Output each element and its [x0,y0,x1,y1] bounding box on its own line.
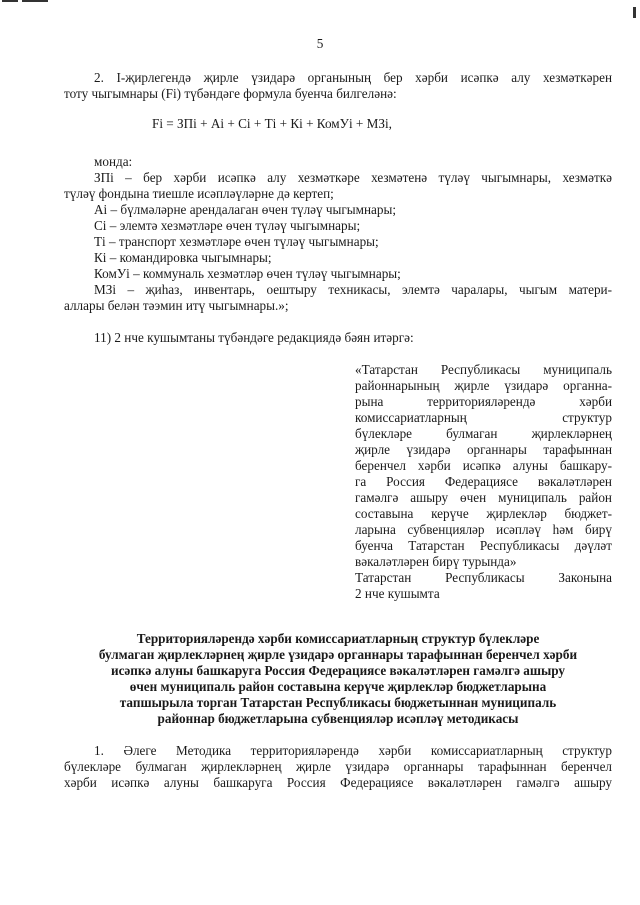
caption-line: ларына субвенцияләр исәпләү һәм бирү [355,522,612,537]
text-line: тоту чыгымнары (Fі) түбәндәге формула буенча билгеләнә: [64,86,397,101]
title-line: өчен муниципаль район составына керүче җирлекләр бюджетларына [129,679,547,694]
definition-item: Ті – транспорт хезмәтләре өчен түләү чыгымнары; [94,234,379,249]
definition-item: МЗі – җиһаз, инвентарь, оештыру техникасы, элемтә чаралары, чыгым матери- [94,282,612,297]
appendix-caption [355,362,612,602]
definition-item: КомУі – коммуналь хезмәтләр өчен түләү чыгымнары; [94,266,401,281]
text-line: 1. Әлеге Методика территорияләрендә хәрби комиссариатларның структур [94,743,612,758]
text-line: 2. І-җирлегендә җирле үзидарә органының бер хәрби исәпкә алу хезмәткәрен [94,70,612,85]
definition-item-cont: аллары белән тәэмин итү чыгымнары.»; [64,298,289,313]
title-line: Территорияләрендә хәрби комиссариатларның структур бүлекләре [136,631,540,646]
definition-item: ЗПі – бер хәрби исәпкә алу хезмәткәре хезмәтенә түләү чыгымнары, хезмәткә [94,170,612,185]
definition-item: Сі – элемтә хезмәтләре өчен түләү чыгымнары; [94,218,361,233]
title-line: районнар бюджетларына субвенцияләр исәпләү методикасы [157,711,519,726]
cost-formula: Fі = ЗПі + Аі + Сі + Ті + Кі + КомУі + МЗі, [152,116,392,131]
text-line: бүлекләре булмаган җирлекләрнең җирле үзидарә органнары тарафыннан беренчел [64,759,612,774]
caption-line: га Россия Федерациясе вәкаләтләрен [355,474,612,489]
caption-line: җирле үзидарә органнары тарафыннан [355,442,612,457]
caption-line: гамәлгә ашыру өчен муниципаль район [355,490,612,505]
caption-line: вәкаләтләрен бирү турында» [355,554,517,569]
paragraph-2 [64,70,612,102]
definition-item: Кі – командировка чыгымнары; [94,250,272,265]
caption-footer-line: 2 нче кушымта [355,586,440,601]
caption-line: буенча Татарстан Республикасы дәүләт [355,538,612,553]
definition-item: Аі – бүлмәләрне арендалаган өчен түләү чыгымнары; [94,202,397,217]
methodology-title [66,631,610,727]
caption-footer-line: Татарстан Республикасы Законына [355,570,612,585]
scan-edge-mark [633,7,636,18]
caption-line: районнарының җирле үзидарә органна- [355,378,612,393]
caption-line: составына керүче җирлекләр бюджет- [355,506,612,521]
scan-corner-mark [2,0,48,3]
title-line: исәпкә алуны башкаруга Россия Федерациясе вәкаләтләрен гамәлгә ашыру [110,663,566,678]
caption-line: бүлекләре булмаган җирлекләрнең [355,426,612,441]
definitions-intro: монда: [94,154,133,169]
item-11-text: 11) 2 нче кушымтаны түбәндәге редакциядә бәян итәргә: [94,330,414,345]
definition-item-cont: түләү фондына тиешле исәпләүләрне дә кертеп; [64,186,334,201]
title-line: тапшырыла торган Татарстан Республикасы бюджетыннан муниципаль [119,695,557,710]
caption-line: комиссариатларның структур [355,410,612,425]
item-11 [64,330,612,346]
caption-line: рына территорияләрендә хәрби [355,394,612,409]
title-line: булмаган җирлекләрнең җирле үзидарә органнары тарафыннан беренчел хәрби [98,647,578,662]
paragraph-1 [64,743,612,791]
caption-line: беренчел хәрби исәпкә алуны башкару- [355,458,612,473]
text-line: хәрби исәпкә алуны башкаруга Россия Федерациясе вәкаләтләрен гамәлгә ашыру [64,775,612,790]
caption-line: «Татарстан Республикасы муниципаль [355,362,612,377]
definitions-list [64,154,612,314]
page-number: 5 [316,36,324,51]
